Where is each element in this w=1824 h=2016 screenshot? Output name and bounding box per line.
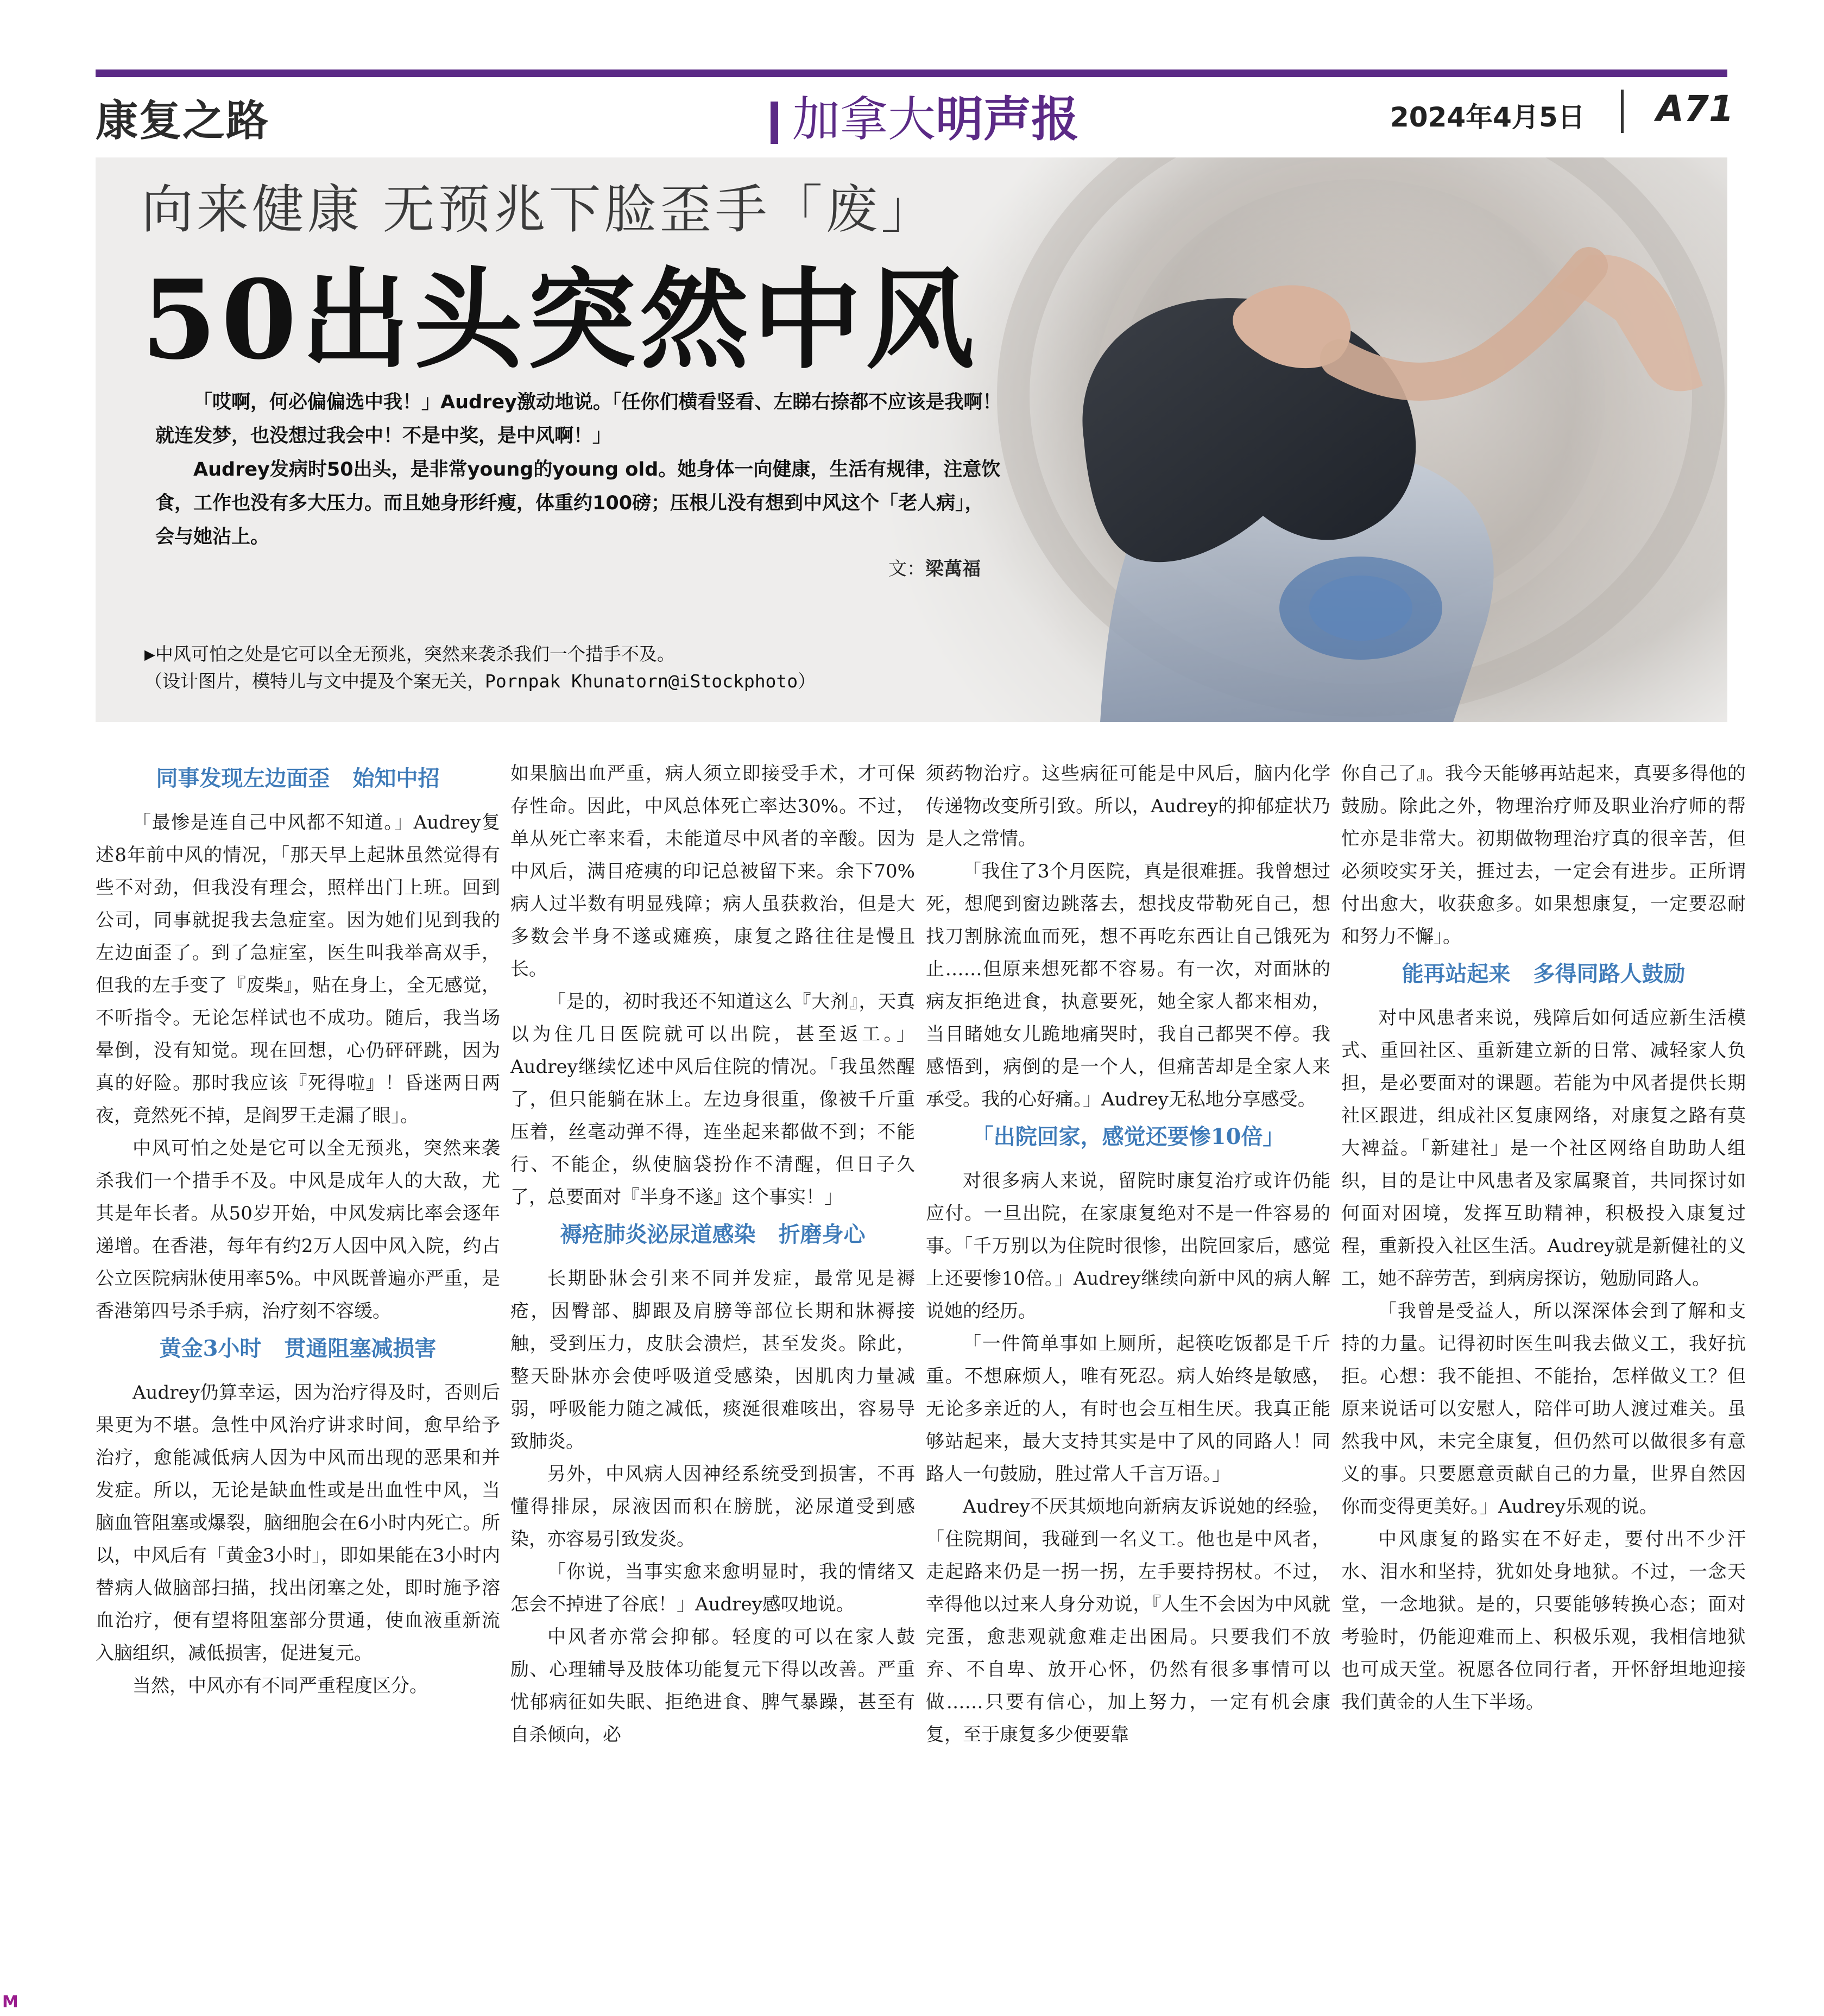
byline-author: 梁萬福 — [925, 558, 981, 580]
subheading: 褥疮肺炎泌尿道感染 折磨身心 — [560, 1222, 866, 1247]
left-bar-ornament — [771, 102, 778, 144]
article-column-4 — [1341, 757, 1746, 1718]
body-paragraph: 中风康复的路实在不好走，要付出不少汗水、泪水和坚持，犹如处身地狱。不过，一念天堂，一念地狱。是的，只要能够转换心态；面对考验时，仍能迎难而上、积极乐观，我相信地狱也可成天堂。祝愿各位同行者，开怀舒坦地迎接我们黄金的人生下半场。 — [1341, 1528, 1746, 1713]
body-paragraph: 「你说，当事实愈来愈明显时，我的情绪又怎会不掉进了谷底！」Audrey感叹地说。 — [510, 1561, 915, 1615]
hero-photo-block — [96, 157, 1727, 722]
subheading: 「出院回家，感觉还要惨10倍」 — [971, 1124, 1285, 1149]
subheading: 同事发现左边面歪 始知中招 — [156, 766, 440, 791]
photo-caption — [144, 641, 1068, 695]
article-column-2 — [510, 757, 915, 1751]
caption-line: （设计图片，模特儿与文中提及个案无关，Pornpak Khunatorn@iStockphoto） — [144, 671, 816, 692]
paper-title: 明声报 — [936, 91, 1080, 147]
body-paragraph: 中风者亦常会抑郁。轻度的可以在家人鼓励、心理辅导及肢体功能复元下得以改善。严重忧郁病征如失眠、拒绝进食、脾气暴躁，甚至有自杀倾向，必 — [510, 1626, 915, 1746]
byline-label: 文： — [888, 558, 925, 580]
body-paragraph: 须药物治疗。这些病征可能是中风后，脑内化学传递物改变所引致。所以，Audrey的抑郁症状乃是人之常情。 — [926, 763, 1330, 850]
body-paragraph: 中风可怕之处是它可以全无预兆，突然来袭杀我们一个措手不及。中风是成年人的大敌，尤其是年长者。从50岁开始，中风发病比率会逐年递增。在香港，每年有约2万人因中风入院，约占公立医院病牀使用率5%。中风既普遍亦严重，是香港第四号杀手病，治疗刻不容缓。 — [96, 1137, 500, 1322]
body-paragraph: Audrey不厌其烦地向新病友诉说她的经验，「住院期间，我碰到一名义工。他也是中风者，走起路来仍是一拐一拐，左手要持拐杖。不过，幸得他以过来人身分劝说，『人生不会因为中风就完蛋，愈悲观就愈难走出困局。只要我们不放弃、不自卑、放开心怀，仍然有很多事情可以做……只要有信心，加上努力，一定有机会康复，至于康复多少便要靠 — [926, 1496, 1330, 1746]
main-headline: 50出头突然中风 — [141, 256, 979, 384]
lead-paragraph: Audrey发病时50出头，是非常young的young old。她身体一向健康，生活有规律，注意饮食，工作也没有多大压力。而且她身形纤瘦，体重约100磅；压根儿没有想到中风这个「老人病」，会与她沾上。 — [155, 459, 1001, 548]
top-rule — [96, 69, 1727, 77]
caption-line: ▶中风可怕之处是它可以全无预兆，突然来袭杀我们一个措手不及。 — [144, 643, 675, 665]
subheading: 能再站起来 多得同路人鼓励 — [1402, 961, 1686, 987]
kicker-headline: 向来健康 无预兆下脸歪手「废」 — [141, 179, 937, 240]
header-divider — [1621, 90, 1624, 133]
paper-prefix: 加拿大 — [792, 91, 936, 147]
lead-paragraphs — [155, 385, 1002, 554]
body-paragraph: Audrey仍算幸运，因为治疗得及时，否则后果更为不堪。急性中风治疗讲求时间，愈早给予治疗，愈能减低病人因为中风而出现的恶果和并发症。所以，无论是缺血性或是出血性中风，当脑血管阻塞或爆裂，脑细胞会在6小时内死亡。所以，中风后有「黄金3小时」，即如果能在3小时内替病人做脑部扫描，找出闭塞之处，即时施予溶血治疗，便有望将阻塞部分贯通，使血液重新流入脑组织，减低损害，促进复元。 — [96, 1382, 500, 1664]
body-paragraph: 另外，中风病人因神经系统受到损害，不再懂得排尿，尿液因而积在膀胱，泌尿道受到感染，亦容易引致发炎。 — [510, 1463, 915, 1550]
byline — [780, 554, 981, 580]
body-paragraph: 对很多病人来说，留院时康复治疗或许仍能应付。一旦出院，在家康复绝对不是一件容易的事。「千万别以为住院时很惨，出院回家后，感觉上还要惨10倍。」Audrey继续向新中风的病人解说她的经历。 — [926, 1170, 1330, 1322]
article-column-3 — [926, 757, 1330, 1751]
lead-paragraph: 「哎啊，何必偏偏选中我！」Audrey激动地说。「任你们横看竖看、左睇右捺都不应该是我啊！就连发梦，也没想过我会中！不是中奖，是中风啊！」 — [155, 391, 1002, 447]
body-paragraph: 如果脑出血严重，病人须立即接受手术，才可保存性命。因此，中风总体死亡率达30%。不过，单从死亡率来看，未能道尽中风者的辛酸。因为中风后，满目疮痍的印记总被留下来。余下70%病人过半数有明显残障；病人虽获救治，但是大多数会半身不遂或瘫痪，康复之路往往是慢且长。 — [510, 763, 915, 980]
subheading: 黄金3小时 贯通阻塞减损害 — [159, 1336, 437, 1361]
body-paragraph: 对中风患者来说，残障后如何适应新生活模式、重回社区、重新建立新的日常、减轻家人负担，是必要面对的课题。若能为中风者提供长期社区跟进，组成社区复康网络，对康复之路有莫大裨益。「新建社」是一个社区网络自助助人组织，目的是让中风患者及家属聚首，共同探讨如何面对困境，发挥互助精神，积极投入康复过程，重新投入社区生活。Audrey就是新健社的义工，她不辞劳苦，到病房探访，勉励同路人。 — [1341, 1007, 1746, 1290]
body-paragraph: 长期卧牀会引来不同并发症，最常见是褥疮，因臀部、脚跟及肩膀等部位长期和牀褥接触，受到压力，皮肤会溃烂，甚至发炎。除此，整天卧牀亦会使呼吸道受感染，因肌肉力量减弱，呼吸能力随之减低，痰涎很难咳出，容易导致肺炎。 — [510, 1268, 915, 1452]
body-paragraph: 「一件简单事如上厕所，起筷吃饭都是千斤重。不想麻烦人，唯有死忍。病人始终是敏感，无论多亲近的人，有时也会互相生厌。我真正能够站起来，最大支持其实是中了风的同路人！同路人一句鼓励，胜过常人千言万语。」 — [926, 1333, 1330, 1485]
section-name: 康复之路 — [96, 97, 270, 146]
body-paragraph: 「我住了3个月医院，真是很难捱。我曾想过死，想爬到窗边跳落去，想找皮带勒死自己，想找刀割脉流血而死，想不再吃东西让自己饿死为止……但原来想死都不容易。有一次，对面牀的病友拒绝进食，执意要死，她全家人都来相劝，当目睹她女儿跪地痛哭时，我自己都哭不停。我感悟到，病倒的是一个人，但痛苦却是全家人来承受。我的心好痛。」Audrey无私地分享感受。 — [926, 861, 1330, 1110]
body-paragraph: 「我曾是受益人，所以深深体会到了解和支持的力量。记得初时医生叫我去做义工，我好抗拒。心想：我不能担、不能抬，怎样做义工？但原来说话可以安慰人，陪伴可助人渡过难关。虽然我中风，未完全康复，但仍然可以做很多有意义的事。只要愿意贡献自己的力量，世界自然因你而变得更美好。」Audrey乐观的说。 — [1341, 1300, 1746, 1518]
page-number: A71 — [1656, 88, 1734, 130]
body-paragraph: 你自己了』。我今天能够再站起来，真要多得他的鼓励。除此之外，物理治疗师及职业治疗师的帮忙亦是非常大。初期做物理治疗真的很辛苦，但必须咬实牙关，捱过去，一定会有进步。正所谓付出愈大，收获愈多。如果想康复，一定要忍耐和努力不懈」。 — [1341, 763, 1746, 947]
body-paragraph: 「是的，初时我还不知道这么『大剂』，天真以为住几日医院就可以出院，甚至返工。」Audrey继续忆述中风后住院的情况。「我虽然醒了，但只能躺在牀上。左边身很重，像被千斤重压着，丝毫动弹不得，连坐起来都做不到；不能行、不能企，纵使脑袋扮作不清醒，但日子久了，总要面对『半身不遂』这个事实！」 — [510, 991, 915, 1208]
body-paragraph: 「最惨是连自己中风都不知道。」Audrey复述8年前中风的情况，「那天早上起牀虽然觉得有些不对劲，但我没有理会，照样出门上班。回到公司，同事就捉我去急症室。因为她们见到我的左边面歪了。到了急症室，医生叫我举高双手，但我的左手变了『废柴』，贴在身上，全无感觉，不听指令。无论怎样试也不成功。随后，我当场晕倒，没有知觉。现在回想，心仍砰砰跳，因为真的好险。那时我应该『死得啦』！昏迷两日两夜，竟然死不掉，是阎罗王走漏了眼」。 — [96, 812, 500, 1127]
article-column-1 — [96, 757, 500, 1702]
body-paragraph: 当然，中风亦有不同严重程度区分。 — [132, 1675, 428, 1697]
issue-date: 2024年4月5日 — [1390, 102, 1585, 133]
registration-mark: M — [2, 1993, 18, 2012]
